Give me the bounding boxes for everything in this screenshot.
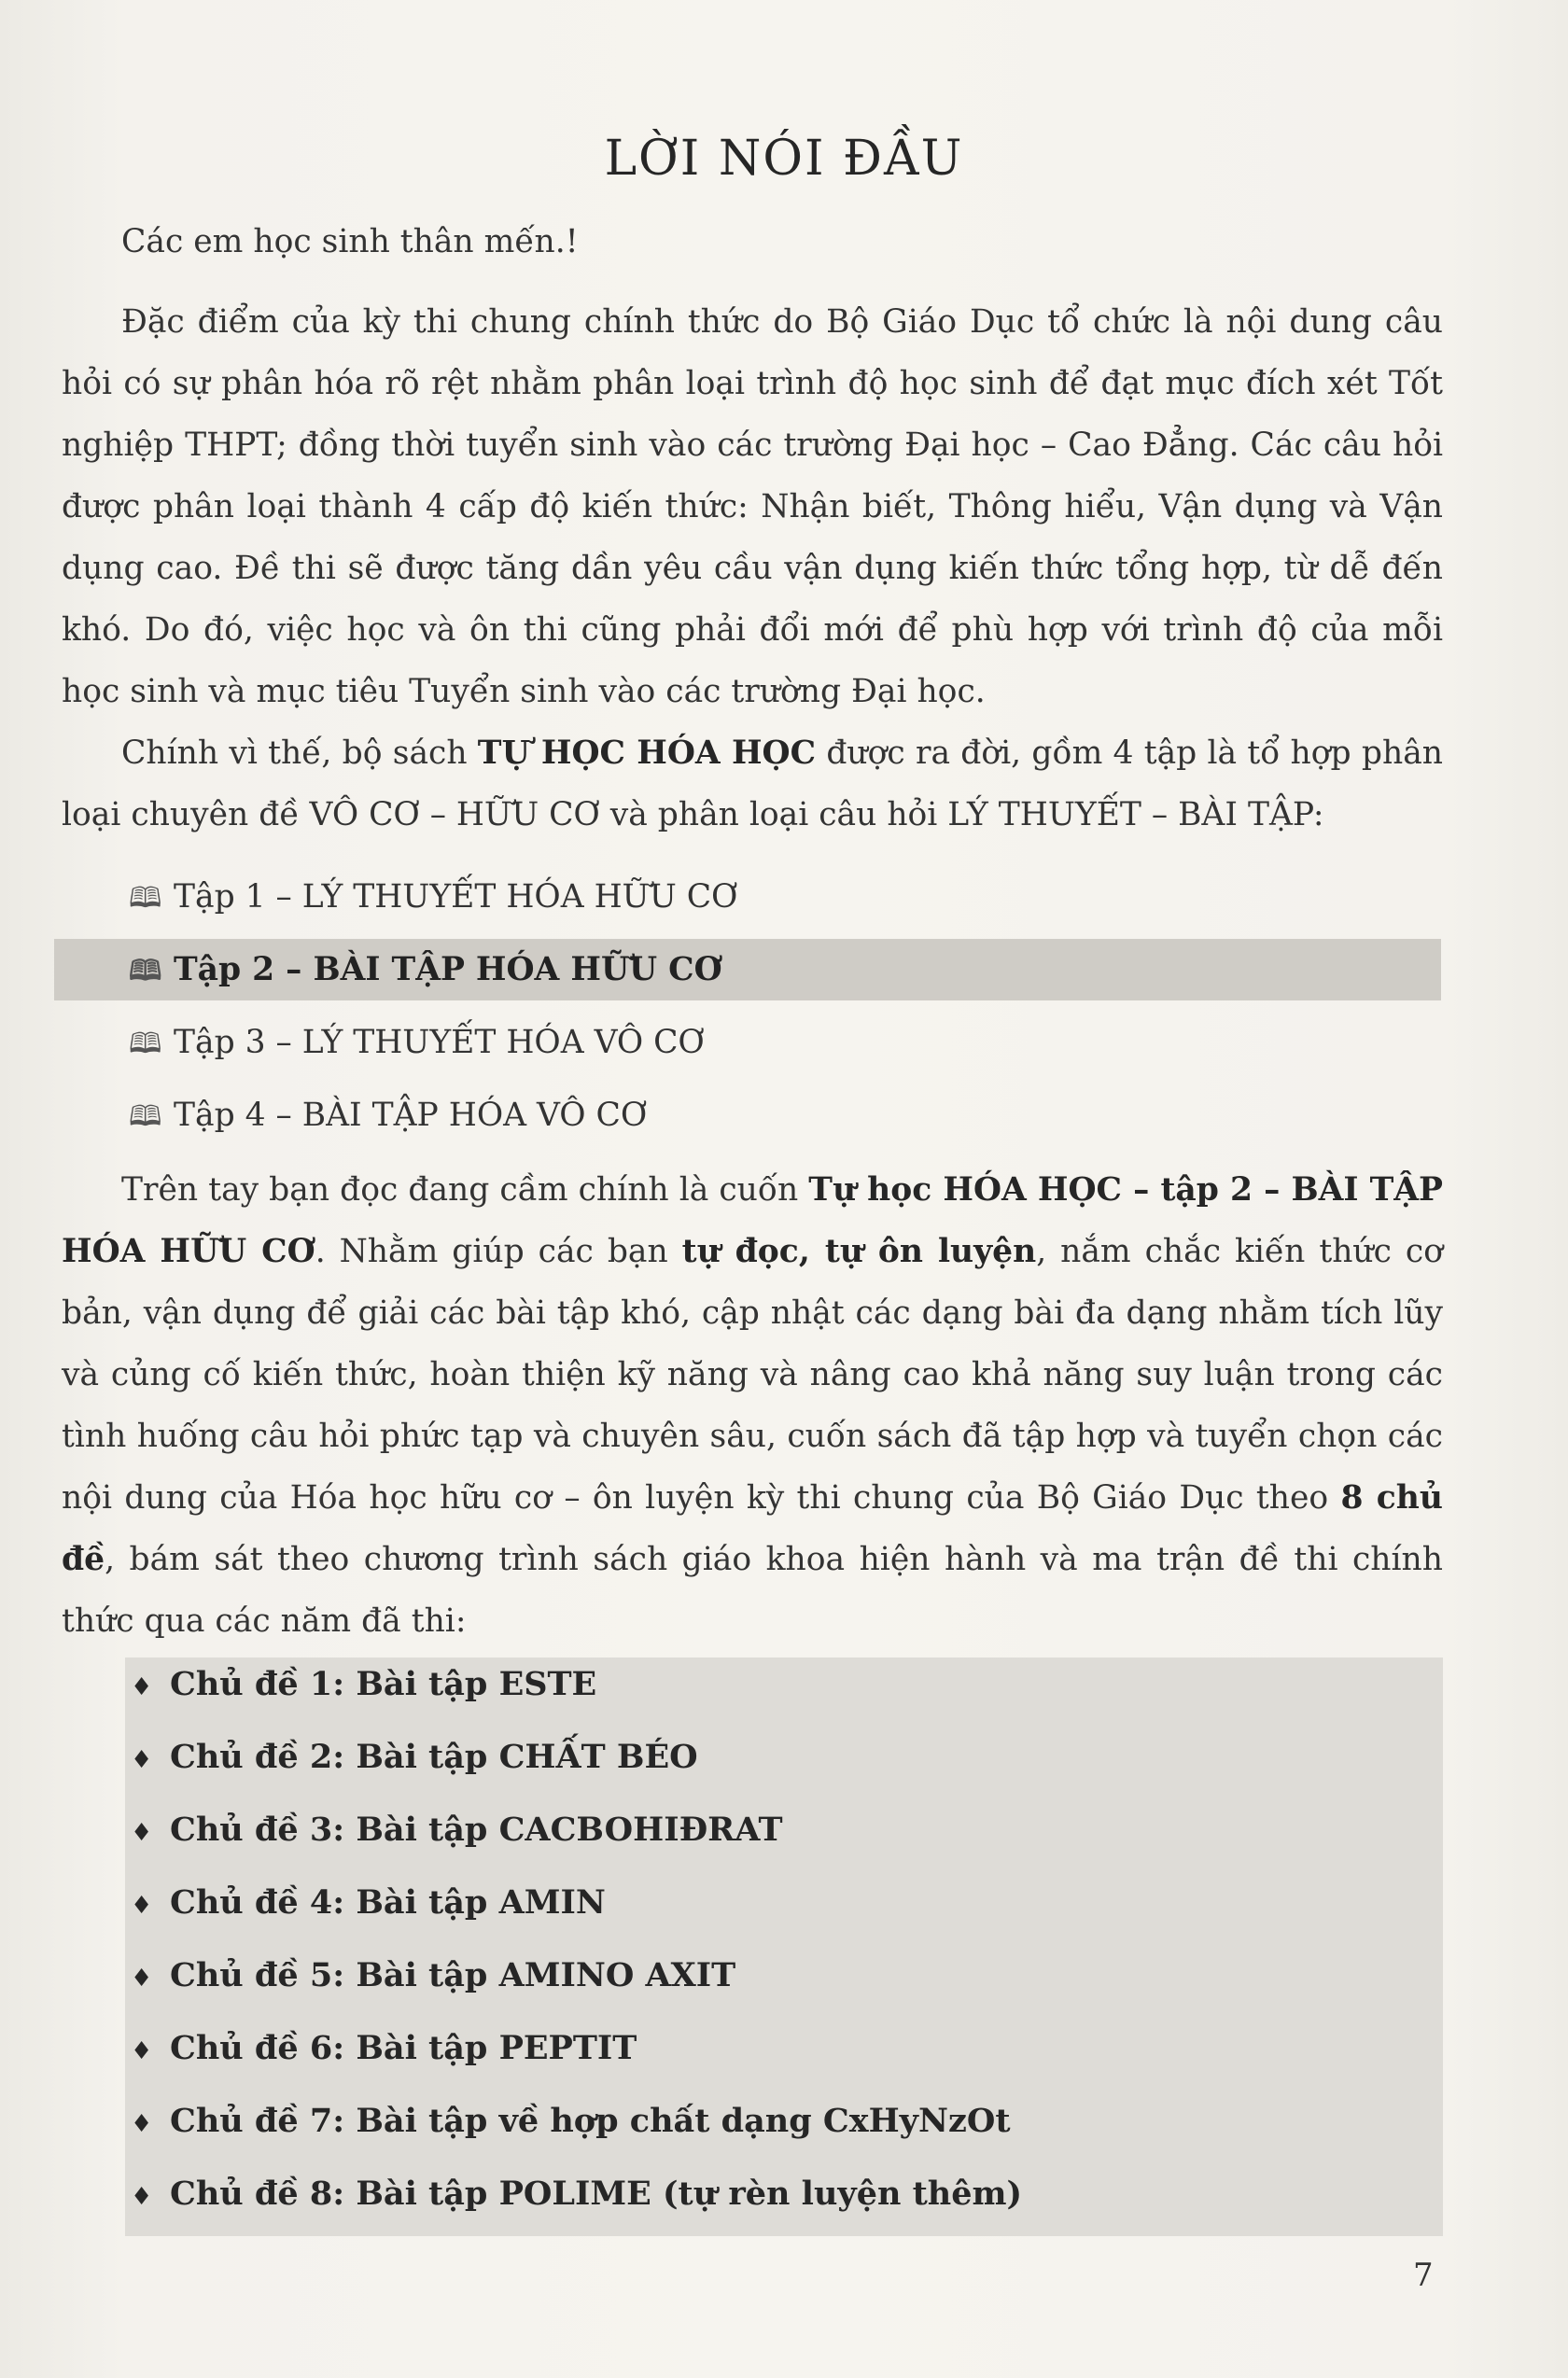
greeting: Các em học sinh thân mến.! [121,223,579,260]
emphasis-text: 8 chủ đề [62,1479,1443,1578]
diamond-bullet-icon: ♦ [131,2183,153,2211]
topic-label: Chủ đề 8: Bài tập POLIME (tự rèn luyện thêm) [170,2175,1023,2213]
volume-label: Tập 4 – BÀI TẬP HÓA VÔ CƠ [174,1097,648,1134]
topic-label: Chủ đề 2: Bài tập CHẤT BÉO [170,1738,698,1776]
topic-label: Chủ đề 1: Bài tập ESTE [170,1665,597,1703]
topic-label: Chủ đề 7: Bài tập về hợp chất dạng CxHyNzOt [170,2102,1011,2140]
topic-label: Chủ đề 6: Bài tập PEPTIT [170,2029,637,2067]
diamond-bullet-icon: ♦ [131,1965,153,1993]
topic-item [131,2085,1011,2158]
topic-label: Chủ đề 3: Bài tập CACBOHIĐRAT [170,1811,783,1849]
paragraph-3 [62,1159,1443,1652]
intro-paragraph-block-3 [62,1159,1443,1652]
para3-text: Trên tay bạn đọc đang cầm chính là cuốn [121,1171,809,1209]
diamond-bullet-icon: ♦ [131,1746,153,1774]
intro-paragraph-block [62,291,1443,722]
topic-item [131,1867,606,1939]
para2-text: Chính vì thế, bộ sách [121,734,478,772]
diamond-bullet-icon: ♦ [131,1892,153,1920]
topic-item [131,1939,735,2012]
book-icon: 🕮 [129,1028,162,1060]
diamond-bullet-icon: ♦ [131,2037,153,2065]
topic-item [131,2158,1022,2231]
volume-item [54,1012,1441,1073]
series-name: TỰ HỌC HÓA HỌC [477,734,817,772]
volume-label: Tập 2 – BÀI TẬP HÓA HỮU CƠ [174,951,722,988]
volume-label: Tập 1 – LÝ THUYẾT HÓA HỮU CƠ [174,878,738,916]
book-icon: 🕮 [129,955,162,987]
topic-item [131,1721,698,1794]
page-number: 7 [1413,2257,1434,2294]
para3-text: , nắm chắc kiến thức cơ bản, vận dụng để giải các bài tập khó, cập nhật các dạng bài đa dạng nhằm tích lũy và củng cố kiến thức, hoàn thiện kỹ năng và nâng cao khả năng suy luận trong các tình huống câu hỏi phức tạp và chuyên sâu, cuốn sách đã tập hợp và tuyển chọn các nội dung của Hóa học hữu cơ – ôn luyện kỳ thi chung của Bộ Giáo Dục theo [62,1233,1443,1517]
topic-label: Chủ đề 5: Bài tập AMINO AXIT [170,1956,736,1994]
emphasis-text: tự đọc, tự ôn luyện [681,1233,1037,1270]
paragraph-1: Đặc điểm của kỳ thi chung chính thức do Bộ Giáo Dục tổ chức là nội dung câu hỏi có sự phân hóa rõ rệt nhằm phân loại trình độ học sinh để đạt mục đích xét Tốt nghiệp THPT; đồng thời tuyển sinh vào các trường Đại học – Cao Đẳng. Các câu hỏi được phân loại thành 4 cấp độ kiến thức: Nhận biết, Thông hiểu, Vận dụng và Vận dụng cao. Đề thi sẽ được tăng dần yêu cầu vận dụng kiến thức tổng hợp, từ dễ đến khó. Do đó, việc học và ôn thi cũng phải đổi mới để phù hợp với trình độ của mỗi học sinh và mục tiêu Tuyển sinh vào các trường Đại học. [62,303,1443,710]
para3-text: , bám sát theo chương trình sách giáo khoa hiện hành và ma trận đề thi chính thức qua các năm đã thi: [62,1541,1443,1640]
volume-item [54,1084,1441,1146]
intro-paragraph-block-2 [62,722,1443,846]
diamond-bullet-icon: ♦ [131,2110,153,2138]
book-icon: 🕮 [129,882,162,915]
topic-item [131,2012,637,2085]
topic-label: Chủ đề 4: Bài tập AMIN [170,1883,606,1922]
paragraph-2 [62,722,1443,846]
volume-label: Tập 3 – LÝ THUYẾT HÓA VÔ CƠ [174,1024,705,1061]
book-icon: 🕮 [129,1100,162,1133]
topic-item [131,1648,596,1721]
diamond-bullet-icon: ♦ [131,1673,153,1701]
page-title: LỜI NÓI ĐẦU [604,131,964,187]
volume-item [54,866,1441,928]
topic-item [131,1794,783,1867]
para3-text: . Nhằm giúp các bạn [315,1233,682,1270]
diamond-bullet-icon: ♦ [131,1819,153,1847]
volume-item-highlighted [54,939,1441,1000]
book-title: Tự học HÓA HỌC – tập 2 – BÀI TẬP HÓA HỮU CƠ [62,1171,1443,1270]
para2-text-end: được ra đời, gồm 4 tập là tổ hợp phân loại chuyên đề VÔ CƠ – HỮU CƠ và phân loại câu hỏi LÝ THUYẾT – BÀI TẬP: [62,734,1443,833]
